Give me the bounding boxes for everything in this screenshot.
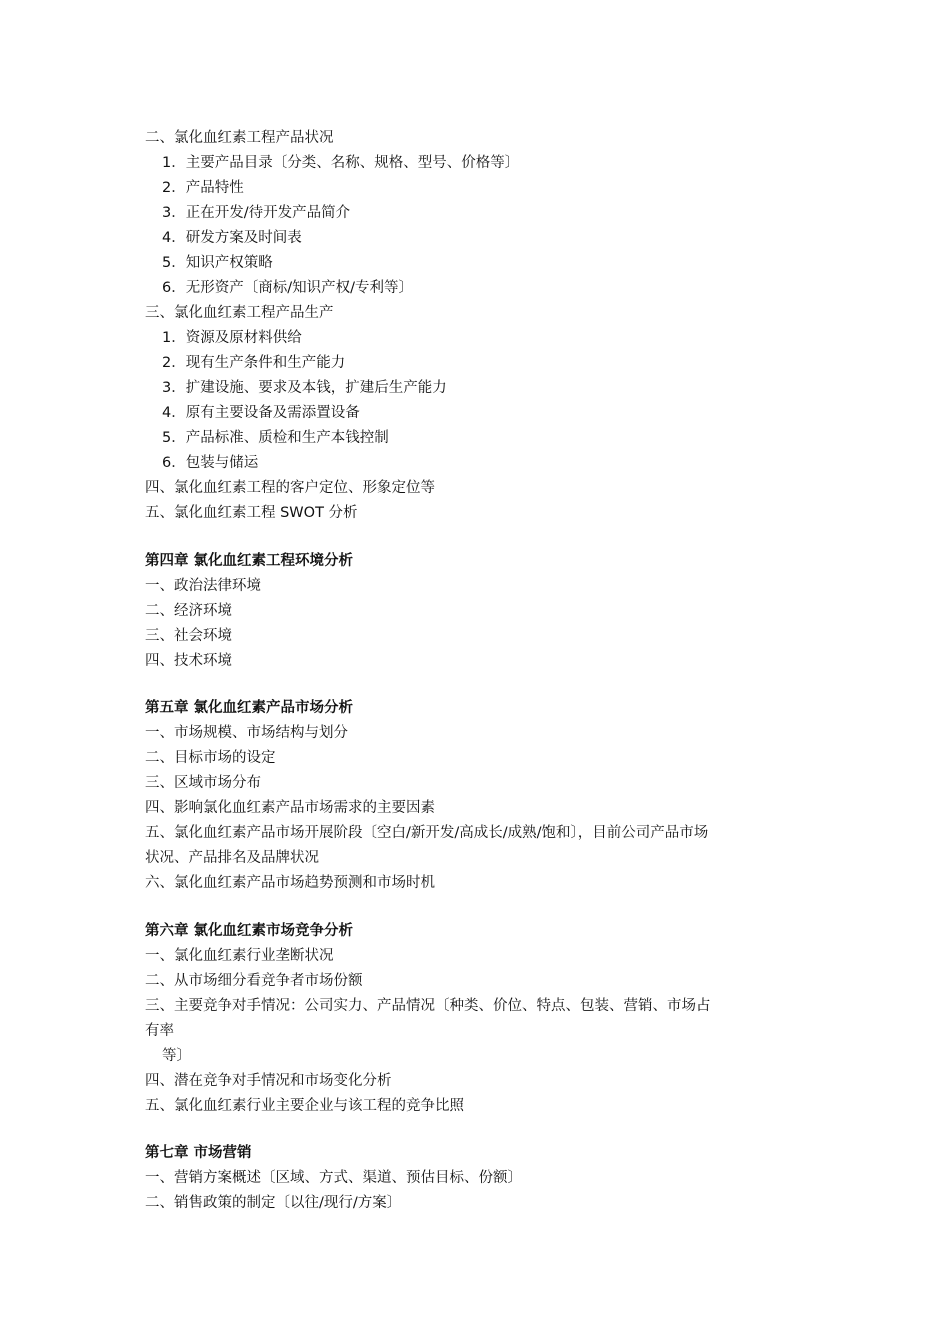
list-item: 1．资源及原材料供给 [162, 330, 302, 346]
list-item: 4．原有主要设备及需添置设备 [162, 405, 360, 421]
list-item: 五、氯化血红素产品市场开展阶段〔空白/新开发/高成长/成熟/饱和〕，目前公司产品市场 [145, 825, 709, 841]
list-item: 二、经济环境 [145, 602, 232, 619]
list-item: 二、销售政策的制定〔以往/现行/方案〕 [145, 1195, 402, 1211]
list-item: 一、市场规模、市场结构与划分 [145, 725, 348, 741]
list-item: 3．扩建设施、要求及本钱，扩建后生产能力 [162, 380, 447, 396]
chapter-seven-title: 第七章 市场营销 [145, 1145, 252, 1161]
list-item: 四、影响氯化血红素产品市场需求的主要因素 [145, 800, 435, 816]
section-heading-swot: 五、氯化血红素工程 SWOT 分析 [145, 505, 358, 521]
document-page [145, 126, 815, 1216]
chapter-six-title: 第六章 氯化血红素市场竞争分析 [145, 922, 354, 939]
list-item: 1．主要产品目录〔分类、名称、规格、型号、价格等〕 [162, 155, 520, 171]
chapter-four-title: 第四章 氯化血红素工程环境分析 [145, 552, 354, 569]
section-heading-product-status: 二、氯化血红素工程产品状况 [145, 130, 334, 146]
list-item: 5．知识产权策略 [162, 255, 273, 271]
list-item: 一、政治法律环境 [145, 577, 261, 594]
paragraph-gap [145, 526, 815, 549]
list-item-continuation: 等〕 [162, 1047, 191, 1064]
section-heading-production: 三、氯化血红素工程产品生产 [145, 305, 334, 321]
list-item: 五、氯化血红素行业主要企业与该工程的竞争比照 [145, 1097, 464, 1114]
list-item: 三、社会环境 [145, 627, 232, 644]
paragraph-gap [145, 674, 815, 697]
list-item-continuation: 状况、产品排名及品牌状况 [145, 850, 319, 866]
list-item: 六、氯化血红素产品市场趋势预测和市场时机 [145, 875, 435, 891]
list-item: 4．研发方案及时间表 [162, 230, 302, 246]
list-item: 二、从市场细分看竞争者市场份额 [145, 972, 363, 989]
list-item: 三、主要竞争对手情况：公司实力、产品情况〔种类、价位、特点、包装、营销、市场占 [145, 997, 711, 1014]
list-item: 2．产品特性 [162, 180, 244, 196]
section-heading-positioning: 四、氯化血红素工程的客户定位、形象定位等 [145, 480, 435, 496]
list-item-continuation: 有率 [145, 1022, 174, 1039]
list-item: 2．现有生产条件和生产能力 [162, 355, 346, 371]
paragraph-gap [145, 1119, 815, 1142]
list-item: 一、氯化血红素行业垄断状况 [145, 947, 334, 964]
list-item: 一、营销方案概述〔区域、方式、渠道、预估目标、份额〕 [145, 1170, 522, 1186]
list-item: 6．包装与储运 [162, 455, 259, 471]
chapter-five-title: 第五章 氯化血红素产品市场分析 [145, 700, 354, 716]
list-item: 四、潜在竞争对手情况和市场变化分析 [145, 1072, 392, 1089]
list-item: 3．正在开发/待开发产品简介 [162, 205, 351, 221]
list-item: 三、区域市场分布 [145, 775, 261, 791]
list-item: 四、技术环境 [145, 652, 232, 669]
list-item: 6．无形资产〔商标/知识产权/专利等〕 [162, 280, 413, 296]
list-item: 5．产品标准、质检和生产本钱控制 [162, 430, 389, 446]
paragraph-gap [145, 896, 815, 919]
list-item: 二、目标市场的设定 [145, 750, 276, 766]
